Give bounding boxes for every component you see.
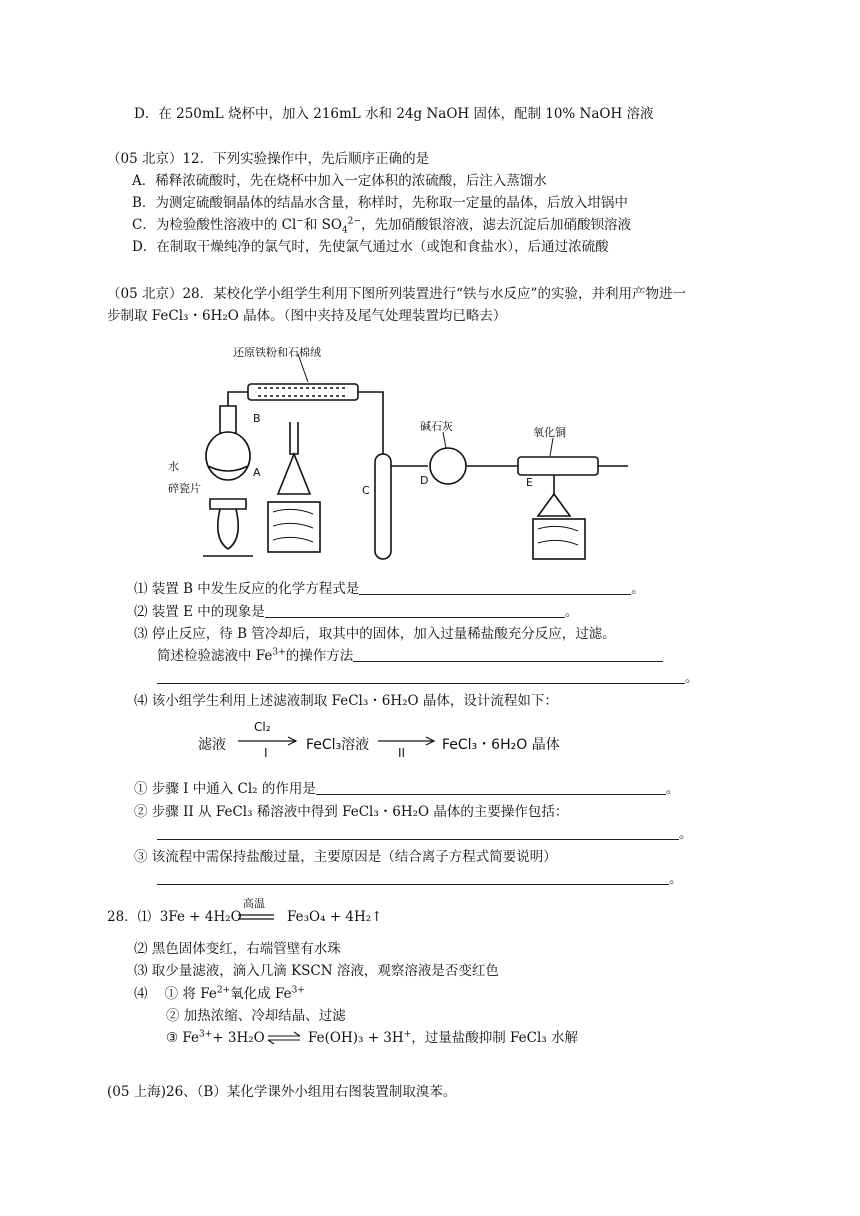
answer-4: ⑷ ① 将 $Fe^{2+}$氧化成 $Fe^{3+}$ — [134, 985, 305, 1002]
option-d-prev: D．在 250mL 烧杯中，加入 216mL 水和 24g NaOH 固体，配制 10% NaOH 溶液 — [134, 106, 654, 122]
answer-1: 28．⑴ 3Fe + 4H₂O — [107, 909, 242, 925]
q28-step2: ② 步骤 II 从 FeCl₃ 稀溶液中得到 FeCl₃・6H₂O 晶体的主要操作包括： — [134, 804, 569, 820]
q28-step1: ① 步骤 I 中通入 Cl₂ 的作用是 。 — [134, 781, 680, 797]
q28-step2-line: 。 — [157, 825, 693, 843]
q26-stem: (05 上海)26、（B）某化学课外小组用右图装置制取溴苯。 — [107, 1084, 457, 1100]
answer-blank[interactable] — [353, 648, 663, 662]
answer-blank[interactable] — [157, 670, 685, 684]
flow-step-2: II — [398, 746, 406, 760]
answer-blank[interactable] — [359, 581, 631, 595]
answer-4-2: ② 加热浓缩、冷却结晶、过滤 — [166, 1008, 346, 1024]
answer-4-3-products: Fe(OH)₃ + 3H+，过量盐酸抑制 FeCl₃ 水解 — [308, 1029, 578, 1046]
q28-step3: ③ 该流程中需保持盐酸过量，主要原因是（结合离子方程式简要说明） — [134, 849, 557, 865]
label-d: D — [420, 474, 429, 487]
flow-end: FeCl₃・6H₂O 晶体 — [442, 737, 560, 753]
q28-part3-method: 简述检验滤液中 $Fe^{3+}$的操作方法 — [157, 647, 663, 665]
label-c: C — [362, 484, 370, 497]
q28-stem-line1: （05 北京）28．某校化学小组学生利用下图所列装置进行“铁与水反应”的实验，并利用产物进一 — [107, 286, 686, 302]
q12-option-c: C．为检验酸性溶液中的 Cl−和 $SO_4^{2-}$，先加硝酸银溶液，滤去沉淀后加硝酸钡溶液 — [132, 216, 631, 236]
answer-blank[interactable] — [265, 604, 565, 618]
q12-option-a: A．稀释浓硫酸时，先在烧杯中加入一定体积的浓硫酸，后注入蒸馏水 — [132, 173, 547, 189]
answer-blank[interactable] — [157, 871, 669, 885]
flow-step-1: I — [264, 746, 268, 760]
equals-sign — [238, 913, 276, 921]
flow-scheme — [198, 722, 578, 762]
label-e-reagent: 氧化铜 — [533, 426, 566, 439]
label-water: 水 — [168, 460, 179, 473]
answer-1-products: Fe₃O₄ + 4H₂↑ — [287, 909, 383, 925]
label-b-tube: 还原铁粉和石棉绒 — [233, 346, 321, 359]
answer-1-condition: 高温 — [243, 897, 265, 910]
answer-4-3: ③ $Fe^{3+}+ 3H_2O$ — [166, 1029, 265, 1046]
q28-part1: ⑴ 装置 B 中发生反应的化学方程式是 。 — [134, 581, 645, 597]
q28-stem-line2: 步制取 FeCl₃・6H₂O 晶体。（图中夹持及尾气处理装置均已略去） — [107, 308, 507, 324]
q28-part3: ⑶ 停止反应，待 B 管冷却后，取其中的固体，加入过量稀盐酸充分反应，过滤。 — [134, 626, 616, 642]
answer-2: ⑵ 黑色固体变红，右端管壁有水珠 — [134, 941, 341, 957]
label-e: E — [526, 476, 533, 489]
flow-reagent: Cl₂ — [254, 720, 271, 734]
q28-part4: ⑷ 该小组学生利用上述滤液制取 FeCl₃・6H₂O 晶体，设计流程如下： — [134, 693, 558, 709]
flow-start: 滤液 — [198, 737, 226, 753]
equilibrium-arrow — [268, 1032, 302, 1044]
apparatus-figure — [168, 344, 638, 564]
q28-part3-line2: 。 — [157, 669, 699, 687]
answer-3: ⑶ 取少量滤液，滴入几滴 KSCN 溶液，观察溶液是否变红色 — [134, 963, 499, 979]
q28-part2: ⑵ 装置 E 中的现象是 。 — [134, 604, 579, 620]
flow-arrow-1 — [238, 736, 300, 746]
label-a: A — [253, 466, 261, 479]
q12-option-d: D．在制取干燥纯净的氯气时，先使氯气通过水（或饱和食盐水），后通过浓硫酸 — [132, 239, 609, 255]
q28-step3-line: 。 — [157, 870, 683, 888]
label-b: B — [253, 412, 261, 425]
flow-arrow-2 — [378, 736, 438, 746]
answer-blank[interactable] — [316, 781, 666, 795]
q12-option-b: B．为测定硫酸铜晶体的结晶水含量，称样时，先称取一定量的晶体，后放入坩锅中 — [132, 195, 628, 211]
flow-mid: FeCl₃溶液 — [306, 737, 370, 753]
label-chips: 碎瓷片 — [168, 482, 201, 495]
label-d-reagent: 碱石灰 — [420, 420, 453, 433]
answer-blank[interactable] — [157, 826, 679, 840]
q12-stem: （05 北京）12．下列实验操作中，先后顺序正确的是 — [107, 151, 430, 167]
